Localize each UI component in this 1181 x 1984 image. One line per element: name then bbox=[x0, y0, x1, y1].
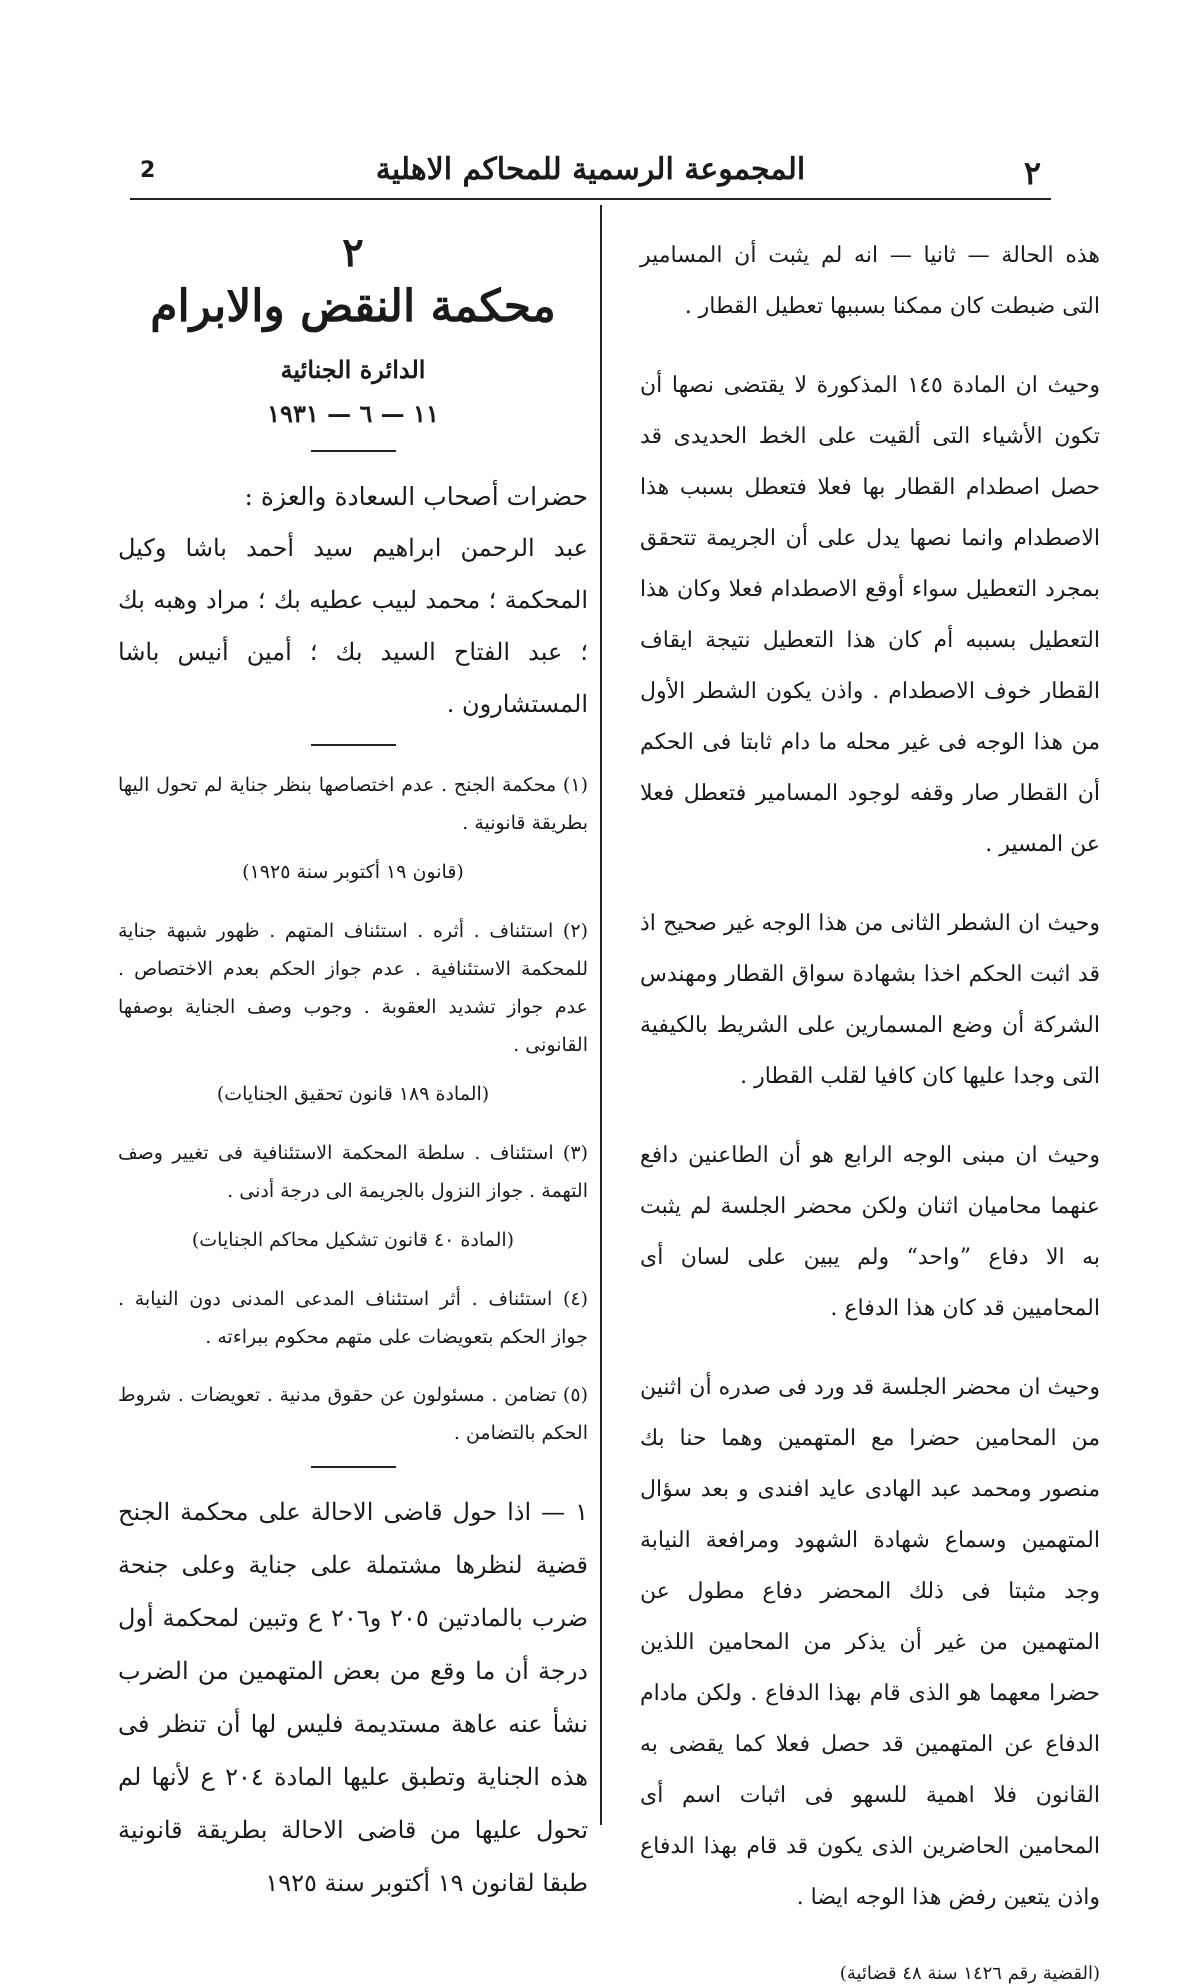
headnote: (٣) استئناف . سلطة المحكمة الاستئنافية فى تغيير وصف التهمة . جواز النزول بالجريمة الى درجة أدنى . bbox=[118, 1142, 588, 1202]
section-rule bbox=[311, 744, 396, 746]
headnote: (٢) استئناف . أثره . استئناف المتهم . ظهور شبهة جناية للمحكمة الاستئنافية . عدم جواز الحكم بعدم الاختصاص . عدم جواز تشديد العقوبة . وجوب وصف الجناية بوصفها القانونى . bbox=[118, 920, 588, 1056]
paragraph: وحيث ان الشطر الثانى من هذا الوجه غير صحيح اذ قد اثبت الحكم اخذا بشهادة سواق القطار ومهندس الشركة أن وضع المسمارين على الشريط بالكيفية التى وجدا عليها كان كافيا لقلب القطار . bbox=[640, 911, 1100, 1089]
paragraph: وحيث ان محضر الجلسة قد ورد فى صدره أن اثنين من المحامين حضرا مع المتهمين وهما حنا بك منصور ومحمد عبد الهادى عايد افندى و بعد سؤال المتهمين وسماع شهادة الشهود ومرافعة النيابة وجد مثبتا فى ذلك المحضر دفاع مطول عن المتهمين من غير أن يذكر من المحامين اللذين حضرا معهما هو الذى قام بهذا الدفاع . ولكن مادام الدفاع عن المتهمين قد حصل فعلا كما يقضى به القانون فلا اهمية للسهو فى اثبات اسم أى المحامين الحاضرين الذى يكون قد قام بهذا الدفاع واذن يتعين رفض هذا الوجه ايضا . bbox=[640, 1375, 1100, 1910]
right-column bbox=[640, 230, 1100, 1984]
section-rule bbox=[311, 1466, 396, 1468]
header-rule bbox=[130, 198, 1051, 200]
headnote: (٤) استئناف . أثر استئناف المدعى المدنى دون النيابة . جواز الحكم بتعويضات على متهم محكوم ببراءته . bbox=[118, 1288, 588, 1348]
law-reference: (المادة ١٨٩ قانون تحقيق الجنايات) bbox=[216, 1083, 490, 1105]
case-number: ٢ bbox=[342, 229, 364, 276]
court-name: محكمة النقض والابرام bbox=[150, 281, 556, 332]
law-reference: (المادة ٤٠ قانون تشكيل محاكم الجنايات) bbox=[191, 1229, 515, 1251]
journal-title: المجموعة الرسمية للمحاكم الاهلية bbox=[375, 152, 806, 187]
paragraph: وحيث ان مبنى الوجه الرابع هو أن الطاعنين دافع عنهما محاميان اثنان ولكن محضر الجلسة لم يثبت به الا دفاع ”واحد“ ولم يبين على لسان أى المحاميين قد كان هذا الدفاع . bbox=[640, 1143, 1100, 1321]
headnote: (١) محكمة الجنح . عدم اختصاصها بنظر جناية لم تحول اليها بطريقة قانونية . bbox=[118, 774, 588, 834]
page-number-arabic: ٢ bbox=[1023, 154, 1041, 192]
left-column bbox=[118, 230, 588, 1910]
case-citation: (القضية رقم ١٤٢٦ سنة ٤٨ قضائية) bbox=[839, 1963, 1100, 1984]
page-header bbox=[130, 150, 1051, 200]
ruling-date: ١١ — ٦ — ١٩٣١ bbox=[267, 399, 439, 428]
circuit-name: الدائرة الجنائية bbox=[280, 355, 426, 384]
judges-list: عبد الرحمن ابراهيم سيد أحمد باشا وكيل المحكمة ؛ محمد لبيب عطيه بك ؛ مراد وهبه بك ؛ عبد الفتاح السيد بك ؛ أمين أنيس باشا المستشارون . bbox=[118, 534, 588, 718]
legal-principle: ١ — اذا حول قاضى الاحالة على محكمة الجنح قضية لنظرها مشتملة على جناية وعلى جنحة ضرب بالمادتين ٢٠٥ و٢٠٦ ع وتبين لمحكمة أول درجة أن ما وقع من بعض المتهمين من الضرب نشأ عنه عاهة مستديمة فليس لها أن تنظر فى هذه الجناية وتطبق عليها المادة ٢٠٤ ع لأنها لم تحول عليها من قاضى الاحالة بطريقة قانونية طبقا لقانون ١٩ أكتوبر سنة ١٩٢٥ bbox=[118, 1498, 589, 1897]
judges-heading: حضرات أصحاب السعادة والعزة : bbox=[244, 482, 588, 511]
paragraph: وحيث ان المادة ١٤٥ المذكورة لا يقتضى نصها أن تكون الأشياء التى ألقيت على الخط الحديدى قد حصل اصطدام القطار بها فعلا فتعطل بسبب هذا الاصطدام وانما نصها يدل على أن الجريمة تتحقق بمجرد التعطيل سواء أوقع الاصطدام فعلا وكان هذا التعطيل بسببه أم كان هذا التعطيل نتيجة ايقاف القطار خوف الاصطدام . واذن يكون الشطر الأول من هذا الوجه فى غير محله ما دام ثابتا فى الحكم أن القطار صار وقفه لوجود المسامير فتعطل فعلا عن المسير . bbox=[640, 373, 1100, 857]
law-reference: (قانون ١٩ أكتوبر سنة ١٩٢٥) bbox=[242, 861, 464, 883]
paragraph: هذه الحالة — ثانيا — انه لم يثبت أن المسامير التى ضبطت كان ممكنا بسببها تعطيل القطار . bbox=[640, 243, 1100, 319]
section-rule bbox=[311, 450, 396, 452]
headnote: (٥) تضامن . مسئولون عن حقوق مدنية . تعويضات . شروط الحكم بالتضامن . bbox=[118, 1384, 588, 1444]
column-divider bbox=[600, 205, 602, 1825]
page-number-latin: 2 bbox=[140, 158, 156, 183]
